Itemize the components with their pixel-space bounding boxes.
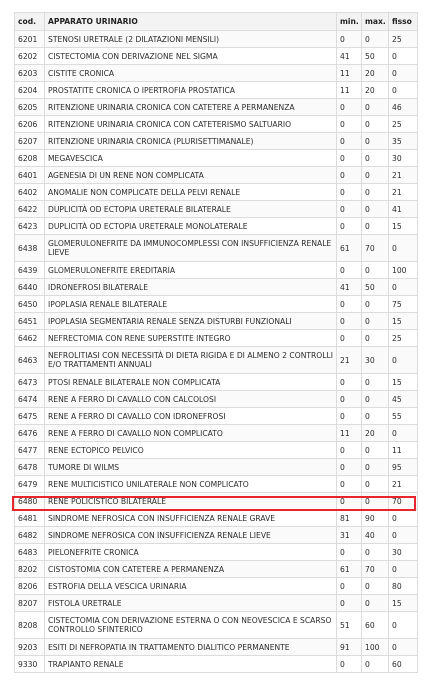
cell-desc: PTOSI RENALE BILATERALE NON COMPLICATA (45, 374, 337, 391)
cell-fisso: 15 (389, 595, 418, 612)
cell-min: 0 (337, 184, 362, 201)
cell-fisso: 35 (389, 133, 418, 150)
cell-max: 0 (362, 656, 389, 673)
cell-cod: 6475 (15, 408, 45, 425)
cell-desc: RENE ECTOPICO PELVICO (45, 442, 337, 459)
table-row (15, 527, 418, 544)
cell-max: 30 (362, 347, 389, 374)
cell-max: 0 (362, 476, 389, 493)
cell-min: 0 (337, 31, 362, 48)
cell-min: 0 (337, 330, 362, 347)
cell-max: 0 (362, 595, 389, 612)
cell-cod: 8202 (15, 561, 45, 578)
table-row (15, 425, 418, 442)
cell-min: 61 (337, 561, 362, 578)
cell-desc: CISTOSTOMIA CON CATETERE A PERMANENZA (45, 561, 337, 578)
table-row (15, 48, 418, 65)
cell-desc: DUPLICITÀ OD ECTOPIA URETERALE BILATERALE (45, 201, 337, 218)
cell-cod: 6202 (15, 48, 45, 65)
cell-min: 41 (337, 279, 362, 296)
table-row (15, 561, 418, 578)
cell-desc: ESTROFIA DELLA VESCICA URINARIA (45, 578, 337, 595)
cell-desc: TUMORE DI WILMS (45, 459, 337, 476)
table-row (15, 639, 418, 656)
cell-cod: 6440 (15, 279, 45, 296)
cell-cod: 6422 (15, 201, 45, 218)
cell-cod: 6476 (15, 425, 45, 442)
cell-fisso: 25 (389, 116, 418, 133)
cell-desc: RITENZIONE URINARIA CRONICA CON CATETERISMO SALTUARIO (45, 116, 337, 133)
cell-cod: 8208 (15, 612, 45, 639)
cell-max: 50 (362, 48, 389, 65)
cell-max: 0 (362, 313, 389, 330)
cell-fisso: 15 (389, 313, 418, 330)
header-section: APPARATO URINARIO (45, 13, 337, 31)
cell-fisso: 11 (389, 442, 418, 459)
cell-min: 0 (337, 578, 362, 595)
cell-desc: GLOMERULONEFRITE DA IMMUNOCOMPLESSI CON INSUFFICIENZA RENALE LIEVE (45, 235, 337, 262)
cell-min: 21 (337, 347, 362, 374)
cell-cod: 6439 (15, 262, 45, 279)
cell-desc: IDRONEFROSI BILATERALE (45, 279, 337, 296)
cell-desc: IPOPLASIA RENALE BILATERALE (45, 296, 337, 313)
cell-max: 90 (362, 510, 389, 527)
cell-desc: RITENZIONE URINARIA CRONICA (PLURISETTIMANALE) (45, 133, 337, 150)
cell-fisso: 21 (389, 167, 418, 184)
cell-fisso: 60 (389, 656, 418, 673)
cell-max: 0 (362, 150, 389, 167)
cell-min: 0 (337, 167, 362, 184)
cell-max: 0 (362, 544, 389, 561)
cell-fisso: 41 (389, 201, 418, 218)
cell-fisso: 95 (389, 459, 418, 476)
cell-fisso: 0 (389, 561, 418, 578)
table-row (15, 578, 418, 595)
cell-desc: NEFRECTOMIA CON RENE SUPERSTITE INTEGRO (45, 330, 337, 347)
cell-fisso: 0 (389, 527, 418, 544)
cell-min: 81 (337, 510, 362, 527)
cell-fisso: 45 (389, 391, 418, 408)
cell-desc: MEGAVESCICA (45, 150, 337, 167)
cell-cod: 6201 (15, 31, 45, 48)
cell-cod: 6402 (15, 184, 45, 201)
cell-fisso: 30 (389, 150, 418, 167)
cell-min: 0 (337, 544, 362, 561)
table-row (15, 279, 418, 296)
cell-cod: 6473 (15, 374, 45, 391)
cell-max: 0 (362, 201, 389, 218)
cell-max: 0 (362, 99, 389, 116)
cell-desc: CISTECTOMIA CON DERIVAZIONE NEL SIGMA (45, 48, 337, 65)
cell-min: 0 (337, 201, 362, 218)
cell-cod: 6204 (15, 82, 45, 99)
cell-max: 0 (362, 374, 389, 391)
cell-max: 0 (362, 296, 389, 313)
cell-fisso: 75 (389, 296, 418, 313)
table-row (15, 262, 418, 279)
cell-min: 31 (337, 527, 362, 544)
cell-desc: AGENESIA DI UN RENE NON COMPLICATA (45, 167, 337, 184)
cell-max: 0 (362, 262, 389, 279)
cell-desc: CISTECTOMIA CON DERIVAZIONE ESTERNA O CON NEOVESCICA E SCARSO CONTROLLO SFINTERICO (45, 612, 337, 639)
cell-cod: 6450 (15, 296, 45, 313)
cell-max: 0 (362, 218, 389, 235)
cell-min: 0 (337, 116, 362, 133)
cell-min: 0 (337, 374, 362, 391)
table-row (15, 612, 418, 639)
table-row (15, 330, 418, 347)
cell-desc: NEFROLITIASI CON NECESSITÀ DI DIETA RIGIDA E DI ALMENO 2 CONTROLLI E/O TRATTAMENTI ANNUALI (45, 347, 337, 374)
cell-cod: 6208 (15, 150, 45, 167)
cell-fisso: 0 (389, 279, 418, 296)
table-row (15, 476, 418, 493)
header-cod: cod. (15, 13, 45, 31)
cell-desc: PIELONEFRITE CRONICA (45, 544, 337, 561)
cell-fisso: 0 (389, 510, 418, 527)
cell-max: 60 (362, 612, 389, 639)
cell-desc: SINDROME NEFROSICA CON INSUFFICIENZA RENALE LIEVE (45, 527, 337, 544)
cell-min: 0 (337, 493, 362, 510)
cell-max: 0 (362, 116, 389, 133)
cell-desc: RENE A FERRO DI CAVALLO NON COMPLICATO (45, 425, 337, 442)
cell-fisso: 15 (389, 218, 418, 235)
cell-max: 0 (362, 459, 389, 476)
table-row (15, 313, 418, 330)
cell-desc: ESITI DI NEFROPATIA IN TRATTAMENTO DIALITICO PERMANENTE (45, 639, 337, 656)
cell-cod: 6401 (15, 167, 45, 184)
cell-max: 70 (362, 235, 389, 262)
table-row (15, 116, 418, 133)
table-row (15, 150, 418, 167)
table-row (15, 493, 418, 510)
cell-cod: 6481 (15, 510, 45, 527)
cell-cod: 6438 (15, 235, 45, 262)
table-row (15, 184, 418, 201)
cell-cod: 6480 (15, 493, 45, 510)
cell-max: 20 (362, 82, 389, 99)
cell-cod: 6483 (15, 544, 45, 561)
cell-cod: 6474 (15, 391, 45, 408)
cell-min: 0 (337, 391, 362, 408)
cell-fisso: 25 (389, 31, 418, 48)
table-row (15, 347, 418, 374)
table-row (15, 656, 418, 673)
cell-fisso: 80 (389, 578, 418, 595)
cell-fisso: 0 (389, 639, 418, 656)
cell-cod: 6206 (15, 116, 45, 133)
cell-max: 20 (362, 65, 389, 82)
cell-fisso: 55 (389, 408, 418, 425)
cell-desc: RENE A FERRO DI CAVALLO CON IDRONEFROSI (45, 408, 337, 425)
table-row (15, 31, 418, 48)
cell-fisso: 70 (389, 493, 418, 510)
cell-min: 0 (337, 150, 362, 167)
cell-fisso: 0 (389, 48, 418, 65)
cell-max: 40 (362, 527, 389, 544)
table-row (15, 595, 418, 612)
cell-desc: SINDROME NEFROSICA CON INSUFFICIENZA RENALE GRAVE (45, 510, 337, 527)
cell-desc: ANOMALIE NON COMPLICATE DELLA PELVI RENALE (45, 184, 337, 201)
table-header-row (15, 13, 418, 31)
cell-fisso: 0 (389, 235, 418, 262)
cell-min: 0 (337, 442, 362, 459)
cell-desc: FISTOLA URETRALE (45, 595, 337, 612)
cell-desc: IPOPLASIA SEGMENTARIA RENALE SENZA DISTURBI FUNZIONALI (45, 313, 337, 330)
cell-fisso: 25 (389, 330, 418, 347)
cell-min: 0 (337, 476, 362, 493)
table-row (15, 82, 418, 99)
cell-min: 0 (337, 133, 362, 150)
table-body (15, 31, 418, 673)
cell-fisso: 0 (389, 65, 418, 82)
table-row (15, 459, 418, 476)
cell-cod: 6482 (15, 527, 45, 544)
cell-fisso: 21 (389, 184, 418, 201)
table-row (15, 65, 418, 82)
cell-min: 41 (337, 48, 362, 65)
table-row (15, 544, 418, 561)
cell-max: 20 (362, 425, 389, 442)
cell-max: 0 (362, 493, 389, 510)
header-min: min. (337, 13, 362, 31)
cell-fisso: 100 (389, 262, 418, 279)
cell-min: 11 (337, 65, 362, 82)
cell-fisso: 21 (389, 476, 418, 493)
table-row (15, 510, 418, 527)
cell-desc: DUPLICITÀ OD ECTOPIA URETERALE MONOLATERALE (45, 218, 337, 235)
cell-cod: 8206 (15, 578, 45, 595)
cell-cod: 6203 (15, 65, 45, 82)
cell-min: 0 (337, 99, 362, 116)
cell-fisso: 0 (389, 425, 418, 442)
cell-min: 51 (337, 612, 362, 639)
cell-max: 0 (362, 578, 389, 595)
cell-min: 91 (337, 639, 362, 656)
cell-cod: 9330 (15, 656, 45, 673)
cell-min: 0 (337, 595, 362, 612)
cell-min: 61 (337, 235, 362, 262)
cell-desc: RENE A FERRO DI CAVALLO CON CALCOLOSI (45, 391, 337, 408)
cell-desc: STENOSI URETRALE (2 DILATAZIONI MENSILI) (45, 31, 337, 48)
cell-desc: TRAPIANTO RENALE (45, 656, 337, 673)
cell-min: 0 (337, 656, 362, 673)
cell-cod: 6479 (15, 476, 45, 493)
table-row (15, 218, 418, 235)
cell-cod: 6205 (15, 99, 45, 116)
cell-desc: RITENZIONE URINARIA CRONICA CON CATETERE A PERMANENZA (45, 99, 337, 116)
cell-min: 0 (337, 218, 362, 235)
cell-cod: 6462 (15, 330, 45, 347)
table-row (15, 99, 418, 116)
cell-cod: 6451 (15, 313, 45, 330)
cell-max: 0 (362, 442, 389, 459)
header-max: max. (362, 13, 389, 31)
cell-max: 50 (362, 279, 389, 296)
cell-max: 70 (362, 561, 389, 578)
cell-fisso: 46 (389, 99, 418, 116)
cell-cod: 6423 (15, 218, 45, 235)
cell-desc: RENE POLICISTICO BILATERALE (45, 493, 337, 510)
cell-min: 11 (337, 82, 362, 99)
cell-cod: 6477 (15, 442, 45, 459)
cell-cod: 6463 (15, 347, 45, 374)
cell-max: 0 (362, 391, 389, 408)
cell-cod: 6478 (15, 459, 45, 476)
cell-fisso: 0 (389, 347, 418, 374)
cell-max: 0 (362, 167, 389, 184)
table-row (15, 201, 418, 218)
cell-desc: GLOMERULONEFRITE EREDITARIA (45, 262, 337, 279)
cell-max: 100 (362, 639, 389, 656)
cell-max: 0 (362, 31, 389, 48)
cell-desc: PROSTATITE CRONICA O IPERTROFIA PROSTATICA (45, 82, 337, 99)
cell-min: 0 (337, 296, 362, 313)
header-fisso: fisso (389, 13, 418, 31)
cell-cod: 6207 (15, 133, 45, 150)
cell-max: 0 (362, 408, 389, 425)
cell-fisso: 0 (389, 612, 418, 639)
cell-min: 0 (337, 408, 362, 425)
cell-max: 0 (362, 133, 389, 150)
cell-min: 0 (337, 459, 362, 476)
cell-fisso: 30 (389, 544, 418, 561)
cell-fisso: 0 (389, 82, 418, 99)
cell-min: 11 (337, 425, 362, 442)
cell-cod: 8207 (15, 595, 45, 612)
table-row (15, 133, 418, 150)
table-row (15, 374, 418, 391)
cell-desc: RENE MULTICISTICO UNILATERALE NON COMPLICATO (45, 476, 337, 493)
cell-min: 0 (337, 313, 362, 330)
table-row (15, 442, 418, 459)
cell-max: 0 (362, 330, 389, 347)
cell-fisso: 15 (389, 374, 418, 391)
table-row (15, 408, 418, 425)
cell-cod: 9203 (15, 639, 45, 656)
table-row (15, 296, 418, 313)
cell-max: 0 (362, 184, 389, 201)
cell-desc: CISTITE CRONICA (45, 65, 337, 82)
invalidity-table (14, 12, 418, 673)
table-row (15, 235, 418, 262)
cell-min: 0 (337, 262, 362, 279)
table-row (15, 167, 418, 184)
table-row (15, 391, 418, 408)
